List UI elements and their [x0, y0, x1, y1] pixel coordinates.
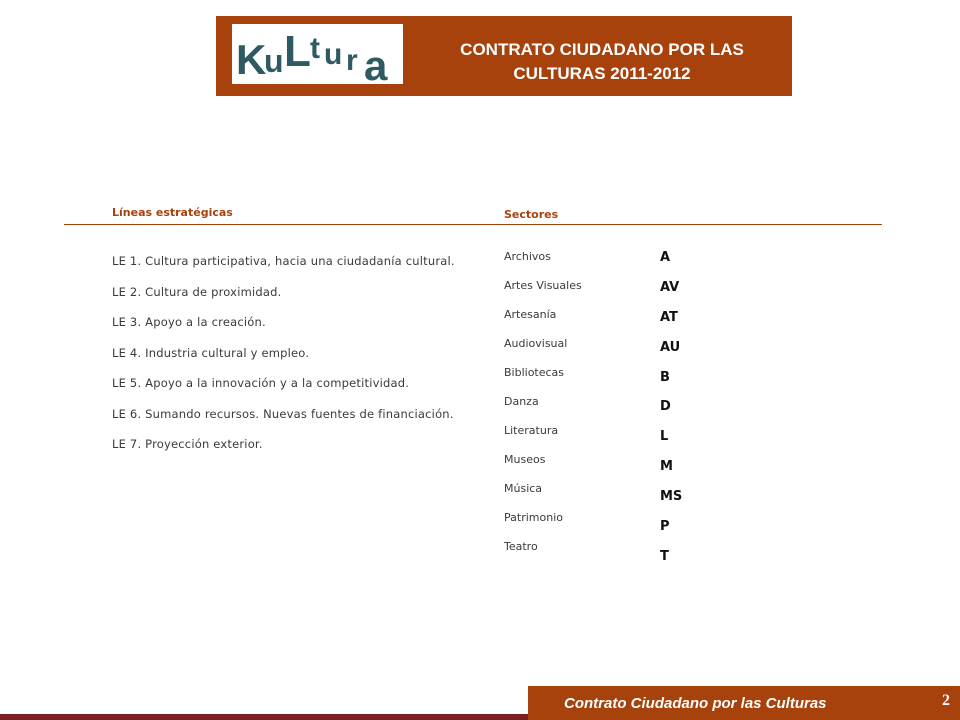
svg-text:a: a — [364, 42, 388, 84]
lineas-item: LE 4. Industria cultural y empleo. — [112, 345, 310, 360]
sectores-heading: Sectores — [504, 208, 559, 221]
lineas-list — [112, 254, 455, 468]
sectores-list — [504, 250, 582, 569]
page-number: 2 — [942, 692, 950, 709]
svg-text:r: r — [346, 44, 358, 77]
lineas-item: LE 1. Cultura participativa, hacia una ciudadanía cultural. — [112, 254, 455, 268]
sector-code: MS — [660, 489, 683, 505]
sector-name: Literatura — [504, 424, 559, 437]
footer-bar — [528, 686, 960, 720]
document-title — [416, 38, 788, 86]
sector-name: Teatro — [504, 540, 538, 553]
lineas-item: LE 6. Sumando recursos. Nuevas fuentes de financiación. — [112, 406, 454, 421]
sector-code: AV — [660, 279, 680, 295]
sector-name: Archivos — [504, 250, 551, 263]
kultura-logo — [232, 24, 403, 84]
sector-code: AU — [660, 339, 681, 355]
sector-name: Museos — [504, 453, 546, 466]
svg-text:u: u — [264, 43, 284, 79]
sector-codes-list — [660, 250, 682, 579]
sector-name: Danza — [504, 395, 539, 408]
sector-code: M — [660, 459, 673, 475]
lineas-item: LE 2. Cultura de proximidad. — [112, 284, 282, 299]
svg-text:u: u — [324, 38, 343, 71]
sector-code: L — [660, 429, 669, 445]
lineas-item: LE 5. Apoyo a la innovación y a la competitividad. — [112, 376, 410, 390]
sector-name: Audiovisual — [504, 337, 568, 350]
sector-code: D — [660, 399, 671, 415]
title-line-2: CULTURAS 2011-2012 — [513, 64, 691, 83]
sector-name: Bibliotecas — [504, 366, 565, 379]
sector-code: B — [660, 369, 670, 385]
sector-name: Música — [504, 482, 543, 495]
footer-text: Contrato Ciudadano por las Culturas — [564, 695, 827, 712]
sector-name: Patrimonio — [504, 511, 563, 524]
divider-line — [64, 224, 882, 225]
sector-code: A — [660, 250, 671, 265]
sector-code: P — [660, 519, 670, 535]
sector-name: Artesanía — [504, 308, 557, 321]
sector-code: AT — [660, 309, 678, 325]
lineas-heading: Líneas estratégicas — [112, 206, 233, 219]
svg-text:t: t — [310, 32, 320, 65]
lineas-item: LE 3. Apoyo a la creación. — [112, 315, 266, 329]
sector-name: Artes Visuales — [504, 279, 582, 292]
sector-code: T — [660, 548, 669, 564]
title-line-1: CONTRATO CIUDADANO POR LAS — [460, 40, 744, 59]
lineas-item: LE 7. Proyección exterior. — [112, 437, 263, 451]
svg-text:K: K — [236, 36, 265, 83]
svg-text:L: L — [284, 27, 311, 76]
header-banner — [216, 16, 792, 96]
